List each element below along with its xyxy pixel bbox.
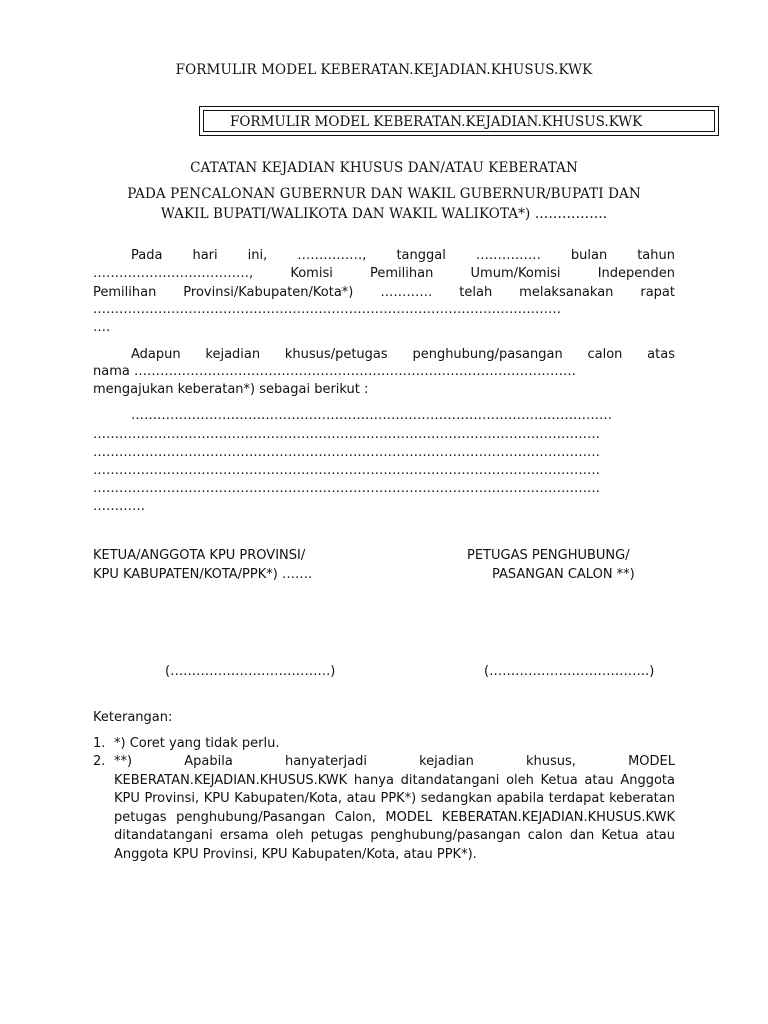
note-text-line-1: **) Apabila hanyaterjadi kejadian khusus, MODEL [114,754,675,769]
paragraph1-line-5: …. [93,320,111,335]
note-number: 2. [93,754,106,769]
form-heading-line-2: WAKIL BUPATI/WALIKOTA DAN WAKIL WALIKOTA*) ……………. [160,206,608,222]
paragraph2-line-1: Adapun kejadian khusus/petugas penghubung/pasangan calon atas [131,347,675,362]
note-number: 1. [93,736,106,751]
dotted-line-5: ……………………………………………………………………………………………………… [93,481,600,496]
paragraph1-line-1: Pada hari ini, ……………, tanggal …………… bulan tahun [131,248,675,263]
paragraph2-line-2: nama ………………………………………………………………………………………… [93,364,576,379]
paragraph1-line-2: ………………………………, Komisi Pemilihan Umum/Komisi Independen [93,266,675,281]
dotted-line-4: ……………………………………………………………………………………………………… [93,463,600,478]
dotted-line-3: ……………………………………………………………………………………………………… [93,445,600,460]
signature-right-title-2: PASANGAN CALON **) [492,567,635,582]
paragraph2-line-3: mengajukan keberatan*) sebagai berikut : [93,382,369,397]
note-item-1 [93,735,675,754]
signature-left-name: (……………………………….) [165,664,336,679]
note-text: *) Coret yang tidak perlu. [114,736,280,751]
signature-left-title-2: KPU KABUPATEN/KOTA/PPK*) ……. [93,567,313,582]
form-subtitle: CATATAN KEJADIAN KHUSUS DAN/ATAU KEBERATAN [190,160,578,176]
note-text-rest: KEBERATAN.KEJADIAN.KHUSUS.KWK hanya ditandatangani oleh Ketua atau Anggota KPU Provinsi, KPU Kabupaten/Kota, atau PPK*) sedangkan apabila terdapat keberatan petugas penghubung/Pasangan Calon, MODEL KEBERATAN.KEJADIAN.KHUSUS.KWK ditandatangani ersama oleh petugas penghubung/pasangan calon dan Ketua atau Anggota KPU Provinsi, KPU Kabupaten/Kota, atau PPK*). [114,772,675,862]
form-boxed-title-frame [199,106,719,136]
signature-left-title-1: KETUA/ANGGOTA KPU PROVINSI/ [93,548,306,563]
dotted-line-1: ………………………………………………………………………………………………… [131,408,612,423]
paragraph1-line-4: ……………………………………………………………………………………………… [93,302,561,317]
signature-right-name: (……………………………….) [484,664,655,679]
note-item-2 [93,753,675,883]
notes-heading: Keterangan: [93,710,173,725]
form-heading-line-1: PADA PENCALONAN GUBERNUR DAN WAKIL GUBERNUR/BUPATI DAN [127,186,641,202]
dotted-line-2: ……………………………………………………………………………………………………… [93,427,600,442]
dotted-line-6: ………… [93,499,145,514]
form-top-title: FORMULIR MODEL KEBERATAN.KEJADIAN.KHUSUS.KWK [175,62,593,78]
form-boxed-title: FORMULIR MODEL KEBERATAN.KEJADIAN.KHUSUS.KWK [230,114,643,130]
signature-right-title-1: PETUGAS PENGHUBUNG/ [467,548,630,563]
paragraph1-line-3: Pemilihan Provinsi/Kabupaten/Kota*) ………… telah melaksanakan rapat [93,285,675,300]
